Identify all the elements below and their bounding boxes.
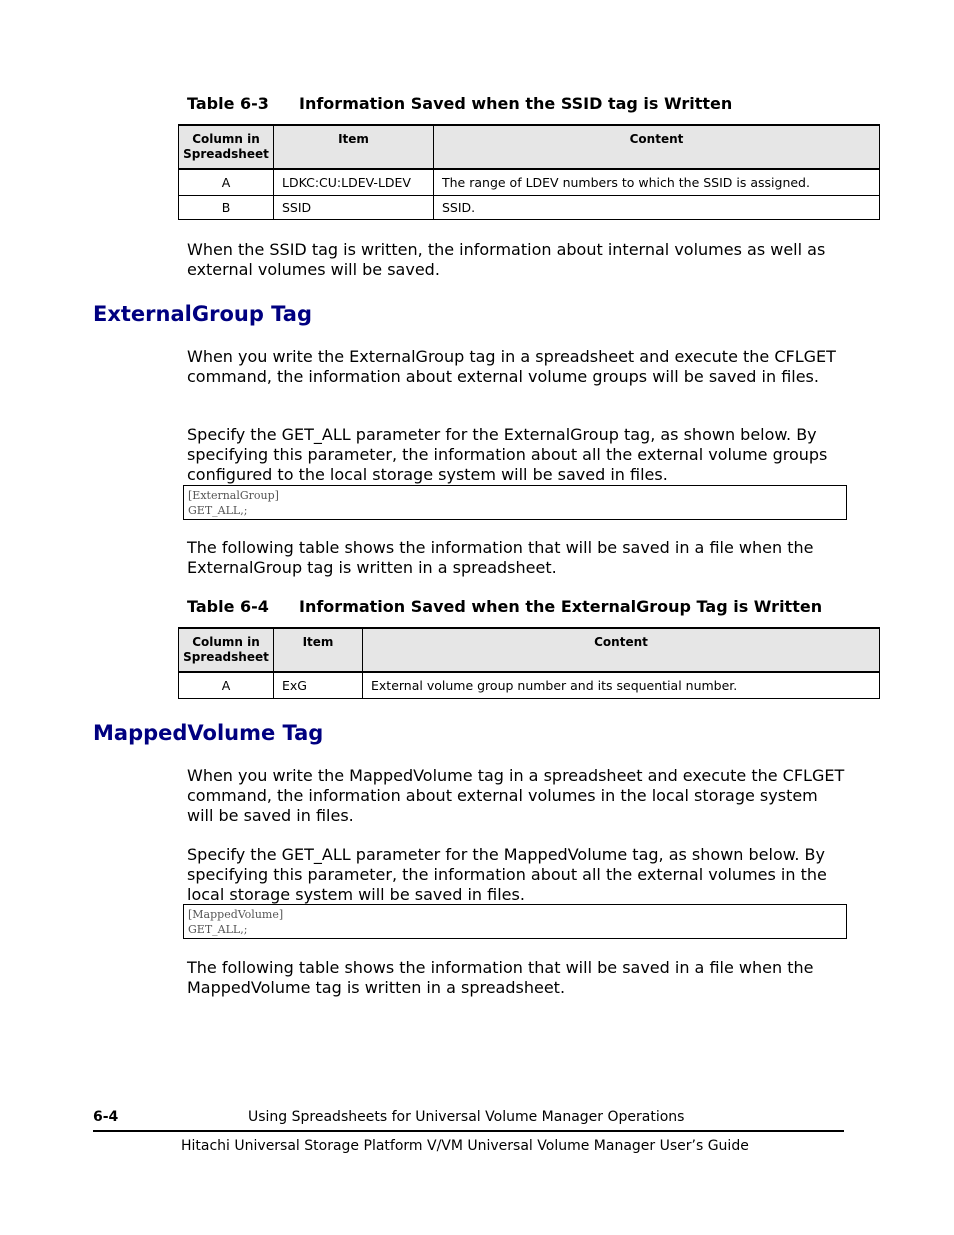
table-6-3-caption xyxy=(187,94,732,113)
cell-column: A xyxy=(179,672,274,698)
cell-item: LDKC:CU:LDEV-LDEV xyxy=(274,169,434,195)
table-header-row xyxy=(179,125,880,169)
mappedvolume-paragraph-3: The following table shows the information that will be saved in a file when the MappedVolume tag is written in a spreadsheet. xyxy=(187,958,814,997)
table-row xyxy=(179,169,880,195)
footer-divider xyxy=(93,1130,844,1132)
externalgroup-paragraph-1: When you write the ExternalGroup tag in a spreadsheet and execute the CFLGET command, the information about external volume groups will be saved in files. xyxy=(187,347,836,386)
cell-content: External volume group number and its sequential number. xyxy=(363,672,880,698)
mappedvolume-code-block xyxy=(183,904,847,939)
table-number: Table 6-3 xyxy=(187,94,269,113)
externalgroup-paragraph-2: Specify the GET_ALL parameter for the ExternalGroup tag, as shown below. By specifying this parameter, the information about all the external volume groups configured to the local storage system will be saved in files. xyxy=(187,425,828,484)
header-content: Content xyxy=(363,628,880,672)
mappedvolume-paragraph-2: Specify the GET_ALL parameter for the MappedVolume tag, as shown below. By specifying this parameter, the information about all the external volumes in the local storage system will be saved in files. xyxy=(187,845,827,904)
header-column: Column in Spreadsheet xyxy=(179,125,274,169)
code-line: GET_ALL,; xyxy=(188,923,248,936)
header-column: Column in Spreadsheet xyxy=(179,628,274,672)
cell-column: A xyxy=(179,169,274,195)
header-item: Item xyxy=(274,125,434,169)
mappedvolume-paragraph-1: When you write the MappedVolume tag in a spreadsheet and execute the CFLGET command, the information about external volumes in the local storage system will be saved in files. xyxy=(187,766,845,825)
table-row xyxy=(179,672,880,698)
table-number: Table 6-4 xyxy=(187,597,269,616)
header-item: Item xyxy=(274,628,363,672)
externalgroup-code-block xyxy=(183,485,847,520)
table-6-3 xyxy=(178,124,880,220)
ssid-paragraph: When the SSID tag is written, the information about internal volumes as well as external volumes will be saved. xyxy=(187,240,826,279)
mappedvolume-heading: MappedVolume Tag xyxy=(93,721,324,745)
cell-column: B xyxy=(179,195,274,219)
table-title: Information Saved when the SSID tag is Written xyxy=(299,94,733,113)
table-6-4-caption xyxy=(187,597,822,616)
header-content: Content xyxy=(434,125,880,169)
chapter-title: Using Spreadsheets for Universal Volume Manager Operations xyxy=(248,1109,685,1125)
cell-item: SSID xyxy=(274,195,434,219)
book-title: Hitachi Universal Storage Platform V/VM Universal Volume Manager User’s Guide xyxy=(181,1138,749,1154)
table-header-row xyxy=(179,628,880,672)
code-line: [MappedVolume] xyxy=(188,908,284,921)
cell-item: ExG xyxy=(274,672,363,698)
code-line: [ExternalGroup] xyxy=(188,489,279,502)
page-number: 6-4 xyxy=(93,1109,119,1125)
table-title: Information Saved when the ExternalGroup Tag is Written xyxy=(299,597,823,616)
table-row xyxy=(179,195,880,219)
cell-content: The range of LDEV numbers to which the SSID is assigned. xyxy=(434,169,880,195)
code-line: GET_ALL,; xyxy=(188,504,248,517)
externalgroup-heading: ExternalGroup Tag xyxy=(93,302,312,326)
cell-content: SSID. xyxy=(434,195,880,219)
table-6-4 xyxy=(178,627,880,699)
externalgroup-paragraph-3: The following table shows the information that will be saved in a file when the ExternalGroup tag is written in a spreadsheet. xyxy=(187,538,814,577)
